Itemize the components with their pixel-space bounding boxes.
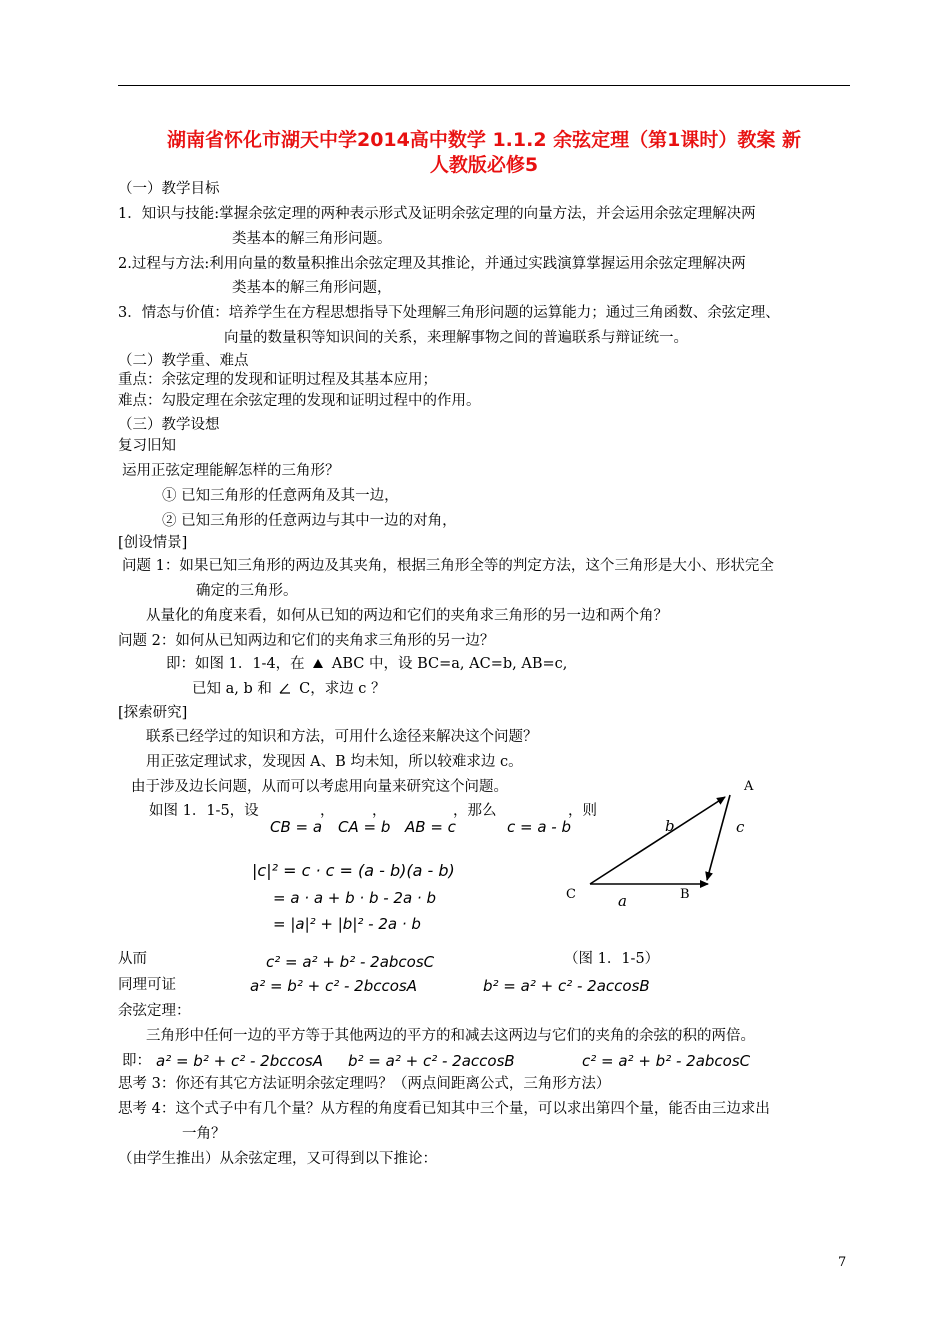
objective-emotion-cont: 向量的数量积等知识间的关系，来理解事物之间的普遍联系与辩证统一。	[224, 330, 688, 346]
vector-cb: CB = a	[270, 818, 323, 836]
side-b-label: b	[665, 817, 675, 835]
explore-line-3: 由于涉及边长问题，从而可以考虑用向量来研究这个问题。	[131, 779, 508, 795]
document-title	[118, 128, 850, 178]
review-heading: 复习旧知	[118, 438, 176, 454]
law-formula-b: b² = a² + c² - 2accosB	[348, 1052, 515, 1070]
design-heading: （三）教学设想	[118, 417, 220, 433]
think-4-cont: 一角？	[182, 1126, 226, 1142]
objective-emotion: 3．情态与价值：培养学生在方程思想指导下处理解三角形问题的运算能力；通过三角函数、余弦定理、	[118, 305, 780, 321]
law-formula-label: 即：	[122, 1053, 151, 1069]
thus-label: 从而	[118, 951, 147, 967]
review-case-1: ① 已知三角形的任意两角及其一边，	[162, 488, 399, 504]
derivation-line-2: = a · a + b · b - 2a · b	[273, 889, 436, 907]
problem-1-cont: 确定的三角形。	[196, 583, 298, 599]
derive-corollary: （由学生推出）从余弦定理，又可得到以下推论：	[118, 1151, 437, 1167]
problem-1: 问题 1：如果已知三角形的两边及其夹角，根据三角形全等的判定方法，这个三角形是大小、形状完全	[122, 558, 774, 574]
comma-1: ，	[320, 803, 335, 819]
similarly-equation-b: b² = a² + c² - 2accosB	[483, 977, 650, 995]
vector-c-arrow	[707, 795, 730, 880]
problem-2: 问题 2：如何从已知两边和它们的夹角求三角形的另一边？	[118, 633, 495, 649]
think-4: 思考 4：这个式子中有几个量？从方程的角度看已知其中三个量，可以求出第四个量，能否由三边求出	[118, 1101, 770, 1117]
problem-2-setup	[166, 655, 567, 673]
explore-heading: [探索研究]	[118, 705, 188, 721]
vector-b-arrow	[590, 797, 725, 884]
problem-2-setup-end: ABC 中，设 BC=a, AC=b, AB=c,	[331, 656, 568, 672]
problem-2-given-end: C，求边 c ？	[299, 681, 386, 697]
focus-difficulty: 难点：勾股定理在余弦定理的发现和证明过程中的作用。	[118, 393, 481, 409]
header-rule	[118, 85, 850, 86]
law-heading: 余弦定理：	[118, 1003, 191, 1019]
derivation-line-3: = |a|² + |b|² - 2a · b	[273, 915, 421, 933]
similarly-equation-a: a² = b² + c² - 2bccosA	[250, 977, 417, 995]
explore-line-2: 用正弦定理试求，发现因 A、B 均未知，所以较难求边 c。	[146, 754, 523, 770]
vertex-b-label: B	[680, 887, 690, 902]
vector-c-eq: c = a - b	[507, 818, 572, 836]
comma-2: ，	[372, 803, 387, 819]
review-question: 运用正弦定理能解怎样的三角形？	[122, 463, 340, 479]
focus-heading: （二）教学重、难点	[118, 353, 249, 369]
vertex-a-label: A	[744, 779, 754, 794]
quantify-question: 从量化的角度来看，如何从已知的两边和它们的夹角求三角形的另一边和两个角？	[146, 608, 668, 624]
objective-knowledge-cont: 类基本的解三角形问题。	[232, 231, 392, 247]
triangle-icon	[311, 656, 325, 670]
scene-heading: [创设情景]	[118, 535, 188, 551]
law-formula-a: a² = b² + c² - 2bccosA	[156, 1052, 323, 1070]
vector-ca: CA = b	[338, 818, 391, 836]
derivation-line-1: |c|² = c · c = (a - b)(a - b)	[252, 861, 455, 880]
angle-icon	[278, 681, 292, 695]
problem-2-given	[192, 680, 386, 698]
focus-key-point: 重点：余弦定理的发现和证明过程及其基本应用；	[118, 372, 437, 388]
objective-process-cont: 类基本的解三角形问题，	[232, 280, 392, 296]
explore-line-1: 联系已经学过的知识和方法，可用什么途径来解决这个问题？	[146, 729, 538, 745]
title-line-2: 人教版必修5	[429, 154, 539, 176]
similarly-label: 同理可证	[118, 977, 176, 993]
figure-triangle	[560, 770, 760, 915]
vector-ab: AB = c	[405, 818, 456, 836]
page-number: 7	[838, 1255, 847, 1270]
problem-2-given-start: 已知 a, b 和	[192, 681, 272, 697]
review-case-2: ② 已知三角形的任意两边与其中一边的对角，	[162, 513, 457, 529]
objective-process: 2.过程与方法:利用向量的数量积推出余弦定理及其推论，并通过实践演算掌握运用余弦定理解决两	[118, 256, 746, 272]
law-statement: 三角形中任何一边的平方等于其他两边的平方的和减去这两边与它们的夹角的余弦的积的两倍。	[146, 1028, 755, 1044]
side-a-label: a	[618, 892, 627, 910]
title-line-1: 湖南省怀化市湖天中学2014高中数学 1.1.2 余弦定理（第1课时）教案 新	[166, 129, 802, 151]
thus-equation: c² = a² + b² - 2abcosC	[266, 953, 435, 971]
think-3: 思考 3：你还有其它方法证明余弦定理吗？（两点间距离公式，三角形方法）	[118, 1076, 611, 1092]
vertex-c-label: C	[566, 887, 576, 902]
objectives-heading: （一）教学目标	[118, 181, 220, 197]
problem-2-setup-start: 即：如图 1．1-4，在	[166, 656, 305, 672]
figure-setup-label: 如图 1．1-5，设	[149, 803, 259, 819]
figure-caption: （图 1．1-5）	[564, 951, 660, 967]
law-formula-c: c² = a² + b² - 2abcosC	[582, 1052, 751, 1070]
side-c-label: c	[736, 818, 745, 836]
objective-knowledge: 1．知识与技能:掌握余弦定理的两种表示形式及证明余弦定理的向量方法，并会运用余弦定理解决两	[118, 206, 756, 222]
therefore-label: ，则	[568, 803, 597, 819]
then-label: ，那么	[453, 803, 497, 819]
